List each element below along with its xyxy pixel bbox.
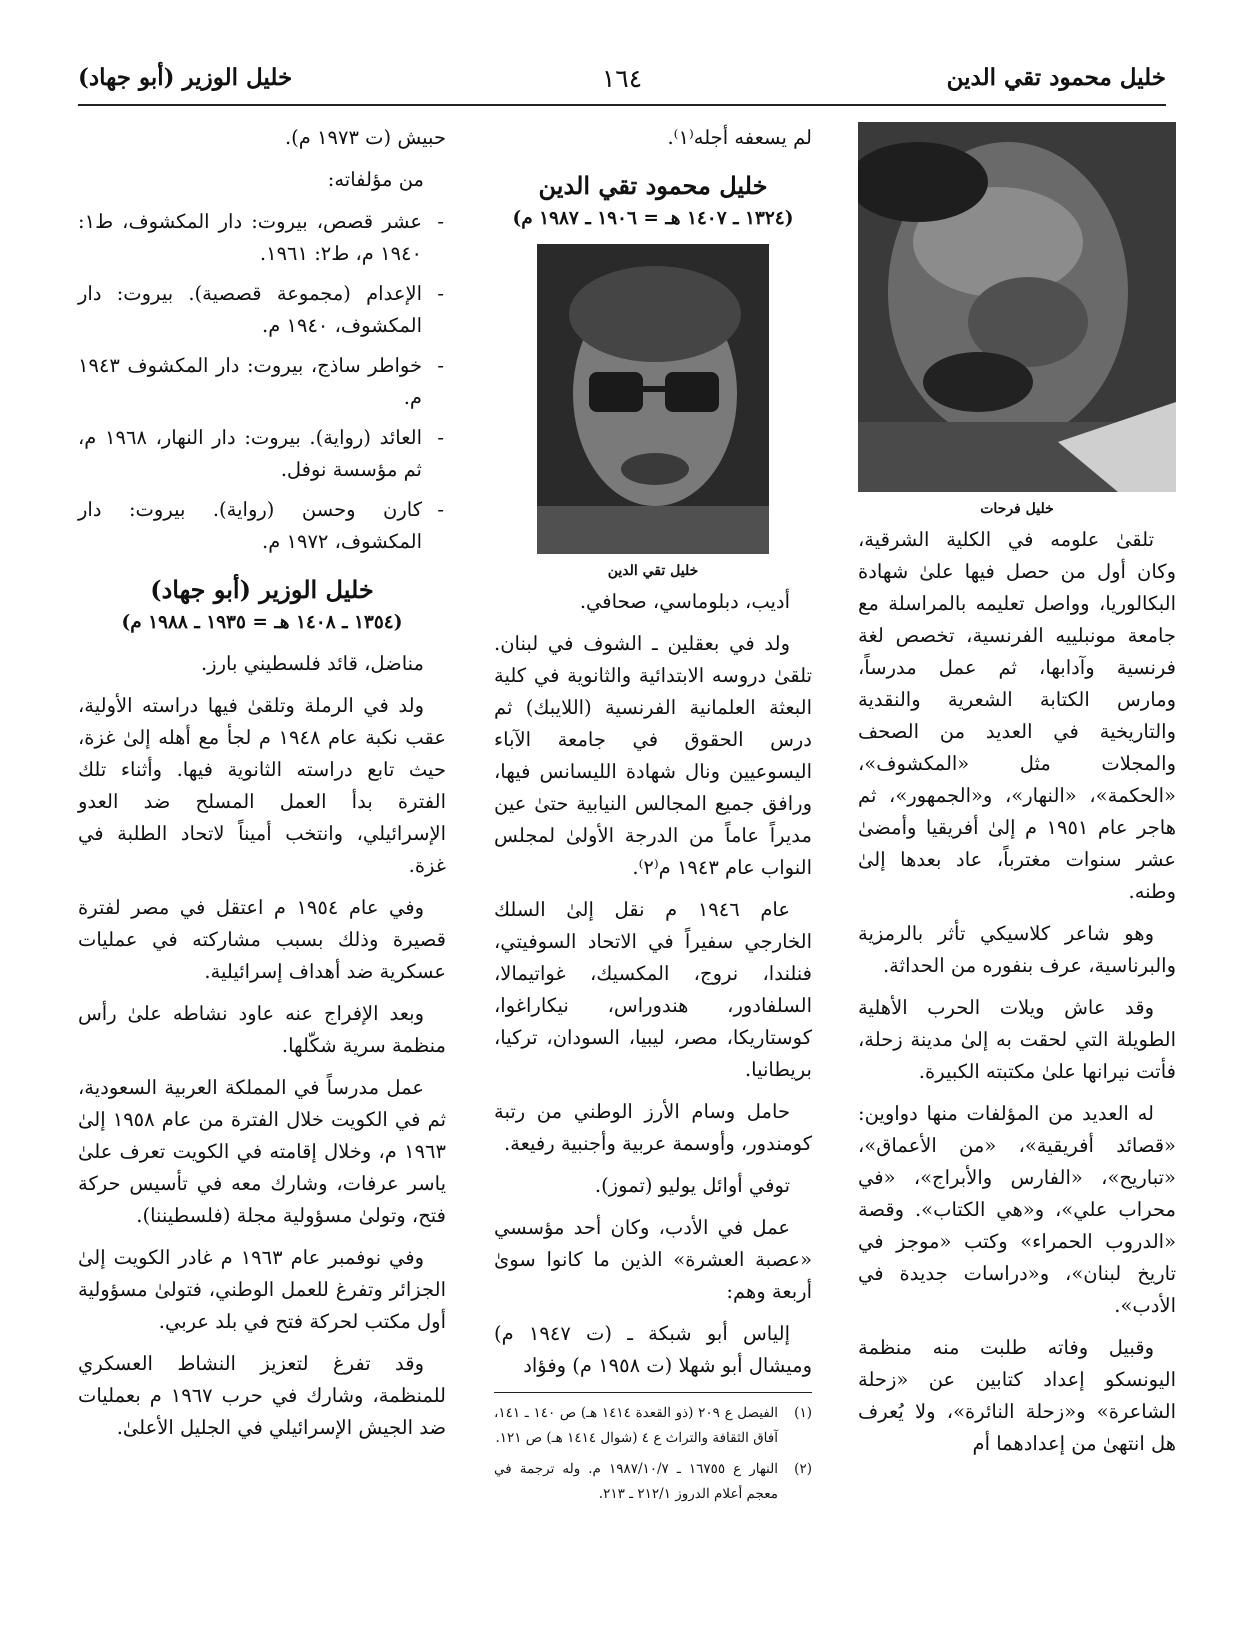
footnote-text: الفيصل ع ٢٠٩ (ذو القعدة ١٤١٤ هـ) ص ١٤٠ ـ ١٤١، آفاق الثقافة والتراث ع ٤ (شوال ١٤١٤ هـ) ص ١٢١.: [494, 1405, 778, 1446]
paragraph: وفي عام ١٩٥٤ م اعتقل في مصر لفترة قصيرة وذلك بسبب مشاركته في عمليات عسكرية ضد أهداف إسرائيلية.: [78, 896, 446, 983]
paragraph: حامل وسام الأرز الوطني من رتبة كومندور، وأوسمة عربية وأجنبية رفيعة.: [494, 1100, 812, 1155]
footnote-text: النهار ع ١٦٧٥٥ ـ ١٩٨٧/١٠/٧ م. وله ترجمة في معجم أعلام الدروز ٢١٢/١ ـ ٢١٣.: [494, 1461, 778, 1502]
paragraph: له العديد من المؤلفات منها دواوين: «قصائد أفريقية»، «من الأعماق»، «تباريح»، «الفارس والأبراج»، «في محراب علي»، و«هي الكتاب». وقصة «الدروب الحمراء» وكتب «موجز في تاريخ لبنان»، و«دراسات جديدة في الأدب».: [858, 1102, 1176, 1317]
entry-dates: (١٣٢٤ ـ ١٤٠٧ هـ = ١٩٠٦ ـ ١٩٨٧ م): [512, 208, 794, 229]
paragraph: توفي أوائل يوليو (تموز).: [594, 1174, 790, 1197]
paragraph: عمل مدرساً في المملكة العربية السعودية، ثم في الكويت خلال الفترة من عام ١٩٥٨ إلىٰ ١٩٦٣ م، وخلال إقامته في الكويت تعرف علىٰ ياسر عرفات، وشارك معه في تأسيس حركة فتح، وتولىٰ مسؤولية مجلة (فلسطيننا).: [78, 1076, 446, 1227]
list-item: - الإعدام (مجموعة قصصية). بيروت: دار المكشوف، ١٩٤٠ م.: [78, 278, 446, 342]
footnotes: [494, 1401, 812, 1507]
list-item: - العائد (رواية). بيروت: دار النهار، ١٩٦٨ م، ثم مؤسسة نوفل.: [78, 422, 446, 486]
entry-title: خليل الوزير (أبو جهاد): [150, 575, 374, 604]
portrait-photo-khalil-taqi-al-din: [537, 244, 769, 554]
page-number: ١٦٤: [601, 64, 643, 93]
list-item: - عشر قصص، بيروت: دار المكشوف، ط١: ١٩٤٠ م، ط٢: ١٩٦١.: [78, 206, 446, 270]
entry-dates: (١٣٥٤ ـ ١٤٠٨ هـ = ١٩٣٥ ـ ١٩٨٨ م): [121, 612, 403, 633]
header-rule: [78, 104, 1166, 106]
running-header: [78, 64, 1166, 104]
works-list: [78, 206, 446, 558]
paragraph: أديب، دبلوماسي، صحافي.: [579, 590, 790, 613]
paragraph: وبعد الإفراج عنه عاود نشاطه علىٰ رأس منظمة سرية شكّلها.: [78, 1002, 446, 1057]
column-right: [858, 122, 1176, 1470]
column-left: [78, 122, 446, 1454]
footnote: [494, 1457, 812, 1507]
photo-caption: خليل فرحات: [980, 501, 1054, 517]
footnote: [494, 1401, 812, 1451]
paragraph: ولد في الرملة وتلقىٰ فيها دراسته الأولية، عقب نكبة عام ١٩٤٨ م لجأ مع أهله إلىٰ غزة، حيث تابع دراسته الثانوية فيها. وأثناء تلك الفترة بدأ العمل المسلح ضد العدو الإسرائيلي، وانتخب أميناً لاتحاد الطلبة في غزة.: [78, 694, 447, 877]
header-entry-title-left: خليل الوزير (أبو جهاد): [78, 64, 293, 91]
paragraph: وقبيل وفاته طلبت منه منظمة اليونسكو إعداد كتابين عن «زحلة الشاعرة» و«زحلة النائرة»، ولا يُعرف هل انتهىٰ من إعدادهما أم: [858, 1336, 1176, 1455]
paragraph: وقد تفرغ لتعزيز النشاط العسكري للمنظمة، وشارك في حرب ١٩٦٧ م بعمليات ضد الجيش الإسرائيلي في الجليل الأعلىٰ.: [78, 1352, 446, 1439]
photo-caption: خليل تقي الدين: [607, 563, 699, 579]
paragraph: وقد عاش ويلات الحرب الأهلية الطويلة التي لحقت به إلىٰ مدينة زحلة، فأتت نيرانها علىٰ مكتبته الكبيرة.: [858, 996, 1176, 1083]
paragraph: ولد في بعقلين ـ الشوف في لبنان. تلقىٰ دروسه الابتدائية والثانوية في كلية البعثة العلمانية الفرنسية (اللايبك) ثم درس الحقوق في جامعة الآباء اليسوعيين ونال شهادة الليسانس فيها، ورافق جميع المجالس النيابية حتىٰ عين مديراً عاماً من الدرجة الأولىٰ لمجلس النواب عام ١٩٤٣ م⁽٢⁾.: [494, 632, 812, 879]
paragraph: وهو شاعر كلاسيكي تأثر بالرمزية والبرناسية، عرف بنفوره من الحداثة.: [858, 922, 1176, 977]
portrait-image: [537, 244, 769, 554]
footnote-number: (٢): [794, 1461, 812, 1477]
paragraph: عام ١٩٤٦ م نقل إلىٰ السلك الخارجي سفيراً في الاتحاد السوفيتي، فنلندا، نروج، المكسيك، غواتيمالا، السلفادور، هندوراس، نيكاراغوا، كوستاريكا، مصر، ليبيا، السودان، تركيا، بريطانيا.: [494, 898, 812, 1081]
works-label: من مؤلفاته:: [327, 168, 424, 191]
footnote-rule: [494, 1392, 812, 1393]
footnote-number: (١): [794, 1405, 812, 1421]
entry-title: خليل محمود تقي الدين: [538, 171, 768, 200]
paragraph: مناضل، قائد فلسطيني بارز.: [200, 652, 424, 675]
portrait-photo-khalil-farhat: [858, 122, 1176, 492]
column-middle: [494, 122, 812, 1513]
list-item: - كارن وحسن (رواية). بيروت: دار المكشوف، ١٩٧٢ م.: [78, 494, 446, 558]
continuation-text: حبيش (ت ١٩٧٣ م).: [284, 126, 446, 149]
continuation-text: لم يسعفه أجله⁽١⁾.: [667, 126, 812, 149]
paragraph: عمل في الأدب، وكان أحد مؤسسي «عصبة العشرة» الذين ما كانوا سوىٰ أربعة وهم:: [494, 1216, 812, 1303]
portrait-image: [858, 122, 1176, 492]
paragraph: وفي نوفمبر عام ١٩٦٣ م غادر الكويت إلىٰ الجزائر وتفرغ للعمل الوطني، فتولىٰ مسؤولية أول مكتب لحركة فتح في بلد عربي.: [78, 1246, 446, 1333]
list-item: - خواطر ساذج، بيروت: دار المكشوف ١٩٤٣ م.: [78, 350, 446, 414]
paragraph: إلياس أبو شبكة ـ (ت ١٩٤٧ م) وميشال أبو شهلا (ت ١٩٥٨ م) وفؤاد: [494, 1322, 812, 1377]
paragraph: تلقىٰ علومه في الكلية الشرقية، وكان أول من حصل فيها علىٰ شهادة البكالوريا، وواصل تعليمه بالمراسلة مع جامعة مونبلييه الفرنسية، تخصص لغة فرنسية وآدابها، ثم عمل مدرساً، ومارس الكتابة الشعرية والنقدية والتاريخية في العديد من الصحف والمجلات مثل «المكشوف»، «الحكمة»، «النهار»، و«الجمهور»، ثم هاجر عام ١٩٥١ م إلىٰ أفريقيا وأمضىٰ عشر سنوات مغترباً، عاد بعدها إلىٰ وطنه.: [858, 528, 1176, 903]
header-entry-title-right: خليل محمود تقي الدين: [946, 64, 1166, 91]
